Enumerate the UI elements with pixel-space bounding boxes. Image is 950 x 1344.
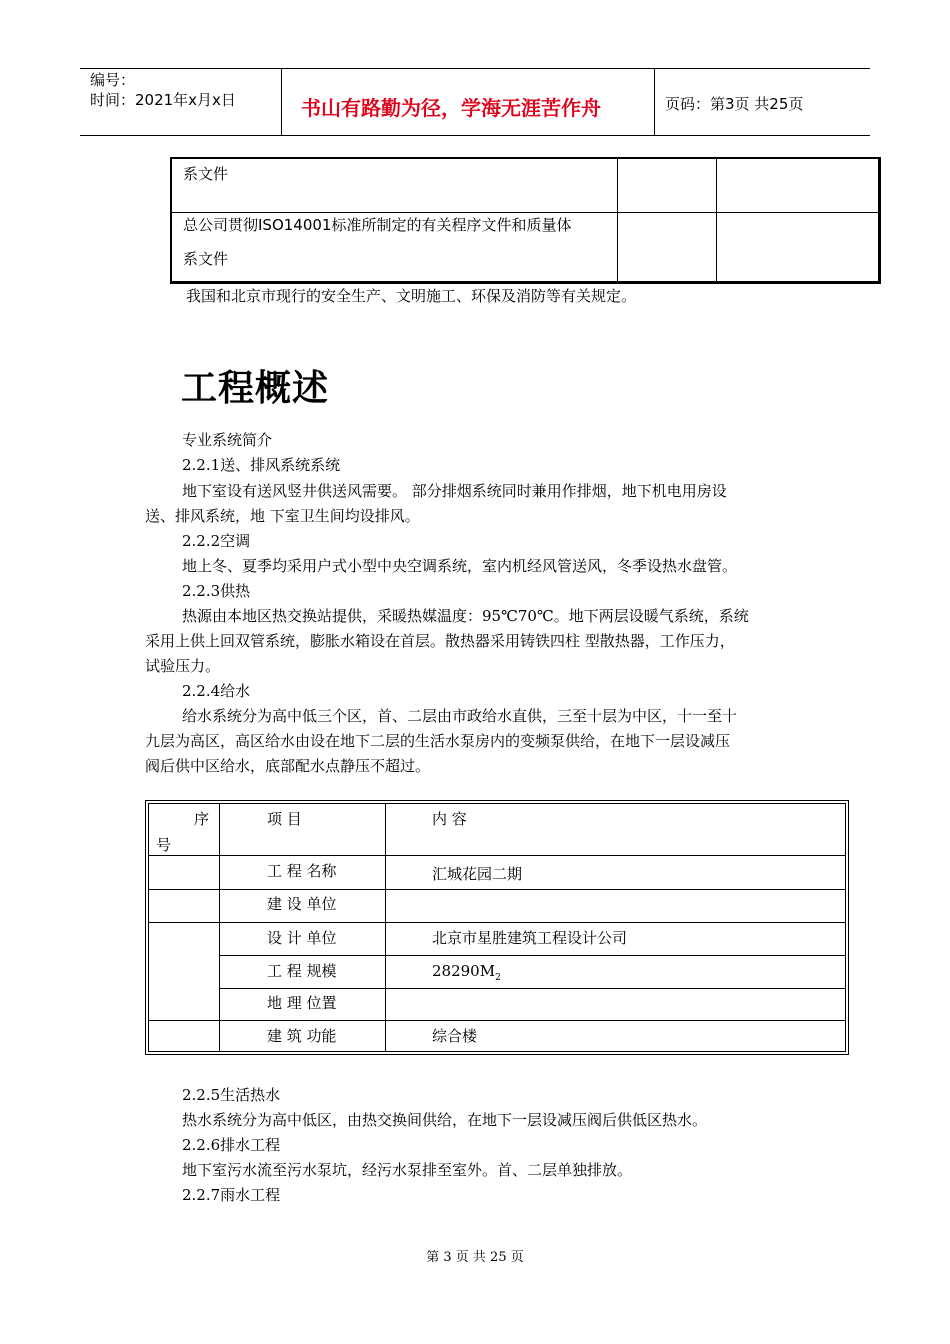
table-row-divider	[149, 922, 845, 923]
document-number-label: 编号：	[90, 71, 136, 89]
heading-2-2-1: 2.2.1送、排风系统系统	[182, 456, 341, 474]
row-content	[432, 961, 501, 988]
scale-value: 28290M	[432, 962, 496, 980]
header-content: 内 容	[432, 810, 467, 828]
header-bottom-rule	[80, 135, 870, 136]
row-item-label: 建 设 单位	[267, 895, 337, 913]
header-top-rule	[80, 68, 870, 69]
table-row-divider	[149, 889, 845, 890]
heading-2-2-3: 2.2.3供热	[182, 582, 251, 600]
table-cell-text: 总公司贯彻ISO14001标准所制定的有关程序文件和质量体	[183, 216, 572, 234]
table-column-divider	[617, 159, 618, 281]
table-column-divider	[385, 804, 386, 1051]
subsection-title: 专业系统简介	[182, 431, 273, 449]
paragraph-line: 地上冬、夏季均采用户式小型中央空调系统，室内机经风管送风，冬季设热水盘管。	[182, 557, 738, 575]
paragraph-line: 热水系统分为高中低区，由热交换间供给，在地下一层设减压阀后供低区热水。	[182, 1111, 708, 1129]
table-row-divider	[172, 212, 878, 213]
row-content: 综合楼	[432, 1027, 478, 1045]
table-cell-text: 系文件	[183, 250, 229, 268]
header-divider	[281, 68, 282, 135]
heading-2-2-5: 2.2.5生活热水	[182, 1086, 281, 1104]
paragraph-line: 阀后供中区给水，底部配水点静压不超过。	[145, 757, 431, 775]
regulations-line: 我国和北京市现行的安全生产、文明施工、环保及消防等有关规定。	[186, 287, 637, 305]
heading-2-2-4: 2.2.4给水	[182, 682, 251, 700]
header-seq: 序	[194, 810, 210, 828]
row-item-label: 地 理 位置	[267, 994, 337, 1012]
header-divider	[654, 68, 655, 135]
header-seq: 号	[156, 836, 172, 854]
table-column-divider	[716, 159, 717, 281]
scale-subscript: 2	[495, 973, 501, 983]
paragraph-line: 地下室污水流至污水泵坑，经污水泵排至室外。首、二层单独排放。	[182, 1161, 633, 1179]
heading-2-2-7: 2.2.7雨水工程	[182, 1186, 281, 1204]
paragraph-line: 九层为高区，高区给水由设在地下二层的生活水泵房内的变频泵供给，在地下一层设减压	[145, 732, 731, 750]
header-item: 项 目	[267, 810, 302, 828]
row-item-label: 工 程 名称	[267, 862, 337, 880]
row-content: 北京市星胜建筑工程设计公司	[432, 929, 628, 947]
row-content: 汇城花园二期	[432, 865, 523, 883]
page-footer: 第 3 页 共 25 页	[426, 1250, 524, 1265]
header-page-info: 页码：第3页 共25页	[665, 95, 804, 113]
row-item-label: 建 筑 功能	[267, 1027, 337, 1045]
table-row-divider	[219, 955, 845, 956]
reference-documents-table	[170, 157, 881, 284]
section-title: 工程概述	[181, 368, 330, 409]
table-row-divider	[149, 1020, 845, 1021]
paragraph-line: 采用上供上回双管系统，膨胀水箱设在首层。散热器采用铸铁四柱 型散热器，工作压力，	[145, 632, 735, 650]
row-item-label: 工 程 规模	[267, 962, 337, 980]
paragraph-line: 热源由本地区热交换站提供，采暖热媒温度：95℃70℃。地下两层设暖气系统，系统	[182, 607, 749, 625]
heading-2-2-2: 2.2.2空调	[182, 532, 251, 550]
heading-2-2-6: 2.2.6排水工程	[182, 1136, 281, 1154]
header-motto: 书山有路勤为径，学海无涯苦作舟	[301, 96, 601, 120]
document-time-label: 时间：2021年x月x日	[90, 91, 236, 109]
row-item-label: 设 计 单位	[267, 929, 337, 947]
table-row-divider	[149, 855, 845, 856]
project-info-table	[145, 800, 849, 1055]
paragraph-line: 地下室设有送风竖井供送风需要。 部分排烟系统同时兼用作排烟，地下机电用房设	[182, 482, 727, 500]
paragraph-line: 给水系统分为高中低三个区，首、二层由市政给水直供，三至十层为中区，十一至十	[182, 707, 738, 725]
table-column-divider	[219, 804, 220, 1051]
paragraph-line: 送、排风系统，地 下室卫生间均设排风。	[145, 507, 420, 525]
table-row-divider	[219, 988, 845, 989]
table-cell-text: 系文件	[183, 165, 229, 183]
paragraph-line: 试验压力。	[145, 657, 221, 675]
